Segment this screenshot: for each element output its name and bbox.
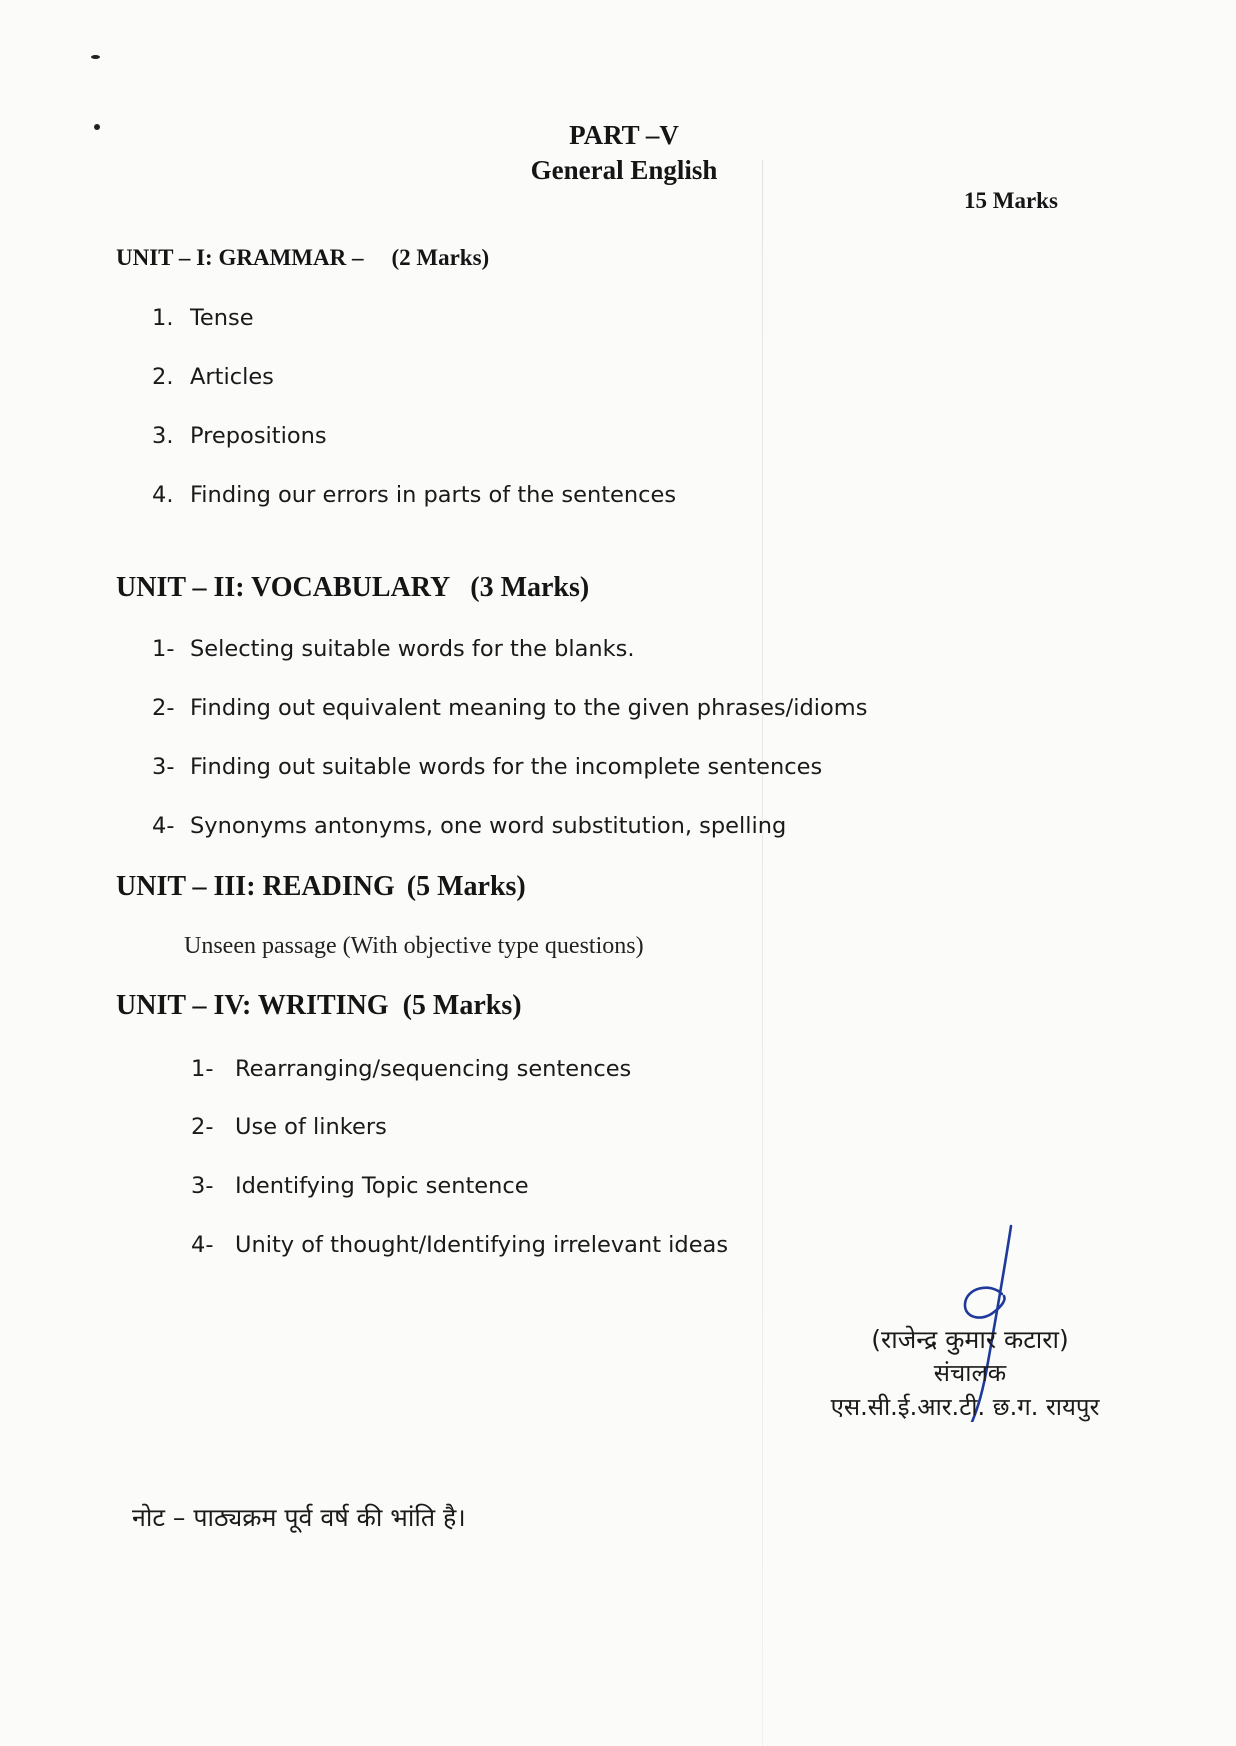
unit1-marks: (2 Marks): [391, 245, 490, 270]
item-number: 1-: [191, 1056, 214, 1082]
item-number: 3.: [152, 423, 174, 449]
scan-speck: [91, 55, 100, 59]
unit4-title: UNIT – IV: WRITING: [116, 990, 389, 1021]
scan-speck: [94, 124, 100, 130]
list-item: [152, 636, 635, 662]
list-item: [191, 1056, 631, 1082]
item-text: Synonyms antonyms, one word substitution, spelling: [190, 813, 787, 839]
item-number: 3-: [152, 754, 175, 780]
list-item: [191, 1173, 529, 1199]
unit4-heading: [116, 990, 522, 1022]
item-text: Rearranging/sequencing sentences: [235, 1056, 632, 1082]
subject-title: General English: [530, 155, 718, 185]
item-text: Finding out suitable words for the incomplete sentences: [190, 754, 823, 780]
item-number: 1.: [152, 305, 174, 331]
item-text: Selecting suitable words for the blanks.: [190, 636, 635, 662]
unit1-title: UNIT – I: GRAMMAR –: [116, 245, 364, 270]
signatory-office: एस.सी.ई.आर.टी. छ.ग. रायपुर: [830, 1393, 1100, 1421]
unit3-description: Unseen passage (With objective type questions): [184, 933, 644, 959]
item-number: 2.: [152, 364, 174, 390]
unit3-heading: [116, 871, 526, 903]
item-number: 4-: [191, 1232, 214, 1258]
unit4-marks: (5 Marks): [402, 990, 522, 1021]
list-item: [152, 695, 867, 721]
item-number: 2-: [152, 695, 175, 721]
item-number: 2-: [191, 1114, 214, 1140]
item-text: Unity of thought/Identifying irrelevant ideas: [235, 1232, 729, 1258]
unit3-title: UNIT – III: READING: [116, 871, 395, 902]
unit2-marks: (3 Marks): [470, 572, 590, 603]
footer-note: नोट – पाठ्यक्रम पूर्व वर्ष की भांति है।: [132, 1503, 466, 1532]
total-marks: 15 Marks: [964, 188, 1058, 213]
signatory-name: (राजेन्द्र कुमार कटारा): [871, 1325, 1069, 1354]
page-fold-line: [762, 160, 763, 1746]
part-title: PART –V: [569, 120, 679, 150]
item-text: Identifying Topic sentence: [235, 1173, 529, 1199]
list-item: [191, 1114, 387, 1140]
item-number: 4-: [152, 813, 175, 839]
unit3-marks: (5 Marks): [406, 871, 526, 902]
list-item: [152, 305, 254, 331]
item-text: Articles: [190, 364, 274, 390]
signatory-designation: संचालक: [933, 1359, 1007, 1387]
list-item: [152, 754, 822, 780]
item-number: 3-: [191, 1173, 214, 1199]
list-item: [191, 1232, 728, 1258]
item-text: Prepositions: [190, 423, 327, 449]
list-item: [152, 364, 274, 390]
item-text: Finding out equivalent meaning to the given phrases/idioms: [190, 695, 868, 721]
list-item: [152, 813, 786, 839]
item-text: Finding our errors in parts of the sentences: [190, 482, 677, 508]
item-text: Use of linkers: [235, 1114, 387, 1140]
unit1-heading: [116, 245, 489, 271]
item-number: 1-: [152, 636, 175, 662]
unit2-title: UNIT – II: VOCABULARY: [116, 572, 451, 603]
item-text: Tense: [190, 305, 254, 331]
item-number: 4.: [152, 482, 174, 508]
list-item: [152, 482, 676, 508]
unit2-heading: [116, 572, 589, 604]
list-item: [152, 423, 327, 449]
